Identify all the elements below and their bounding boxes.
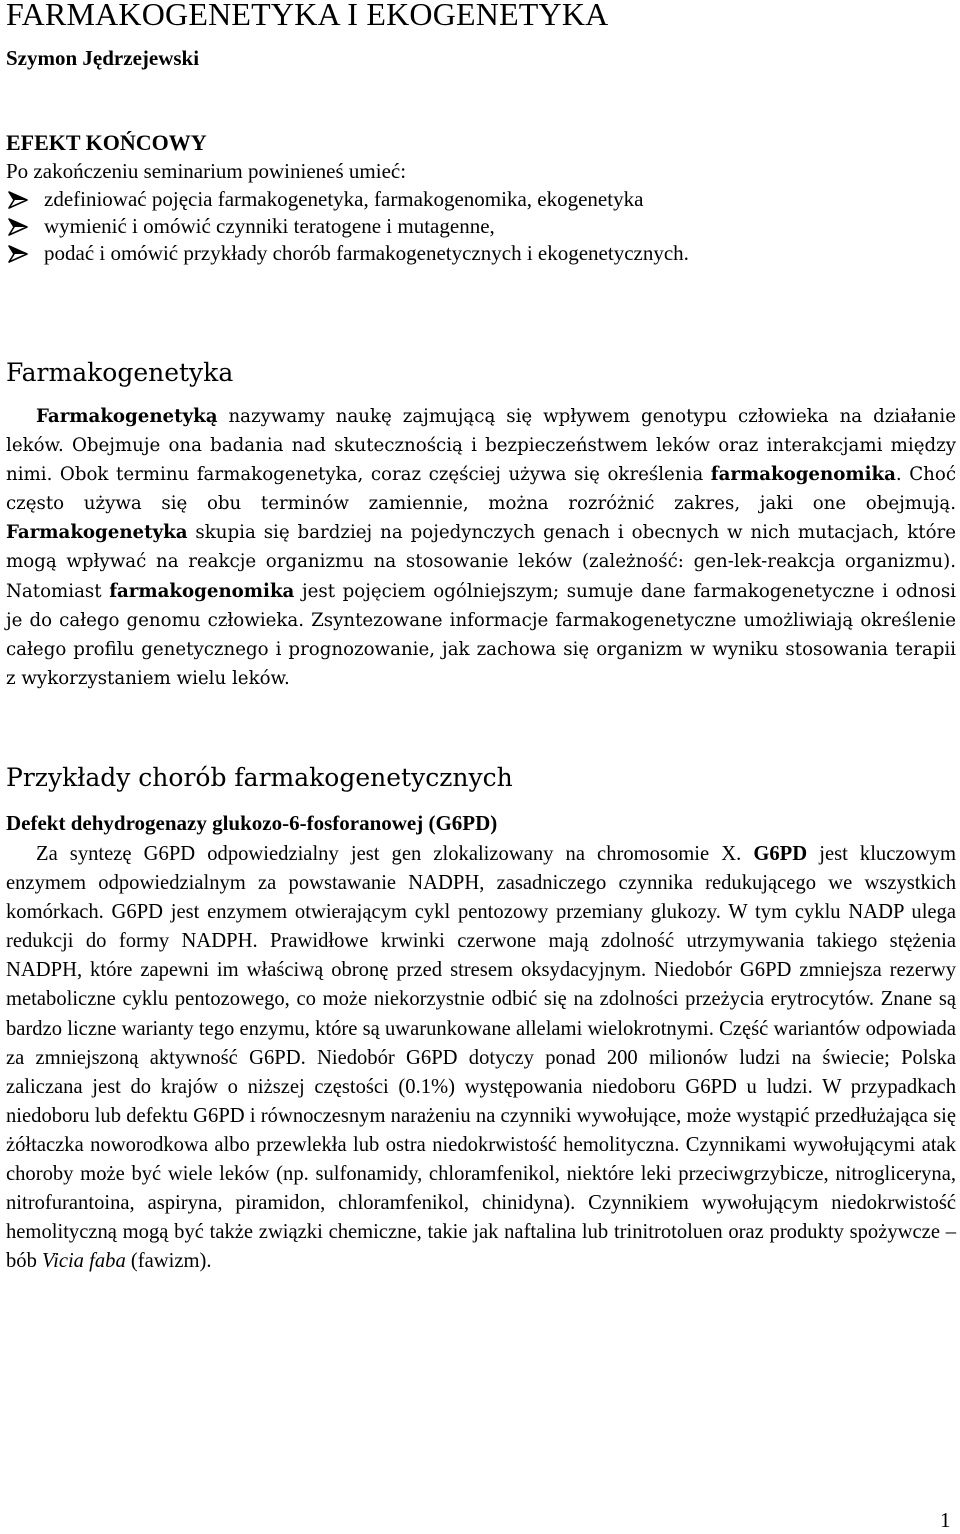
section-heading-examples: Przykłady chorób farmakogenetycznych bbox=[6, 763, 513, 792]
list-item bbox=[8, 186, 689, 213]
term-italic: Vicia faba bbox=[42, 1250, 126, 1273]
outcome-intro: Po zakończeniu seminarium powinieneś umieć: bbox=[6, 159, 407, 183]
page-number: 1 bbox=[940, 1508, 951, 1532]
document-title: FARMAKOGENETYKA I EKOGENETYKA bbox=[6, 0, 609, 32]
list-item bbox=[8, 240, 689, 267]
author-name: Szymon Jędrzejewski bbox=[6, 46, 200, 70]
outcome-text: podać i omówić przykłady chorób farmakogenetycznych i ekogenetycznych. bbox=[44, 241, 689, 265]
term-bold: G6PD bbox=[753, 843, 808, 865]
paragraph-text: jest pojęciem ogólniejszym; sumuje dane farmakogenetyczne i odnosi je do całego genomu człowieka. Zsyntezowane informacje farmakogenetyczne umożliwiają określenie całego profilu genetycznego i prognozowanie, jak zachowa się organizm w wyniku stosowania terapii z wykorzystaniem wielu leków. bbox=[6, 580, 956, 689]
section-paragraph-farmakogenetyka bbox=[6, 402, 956, 693]
term-bold: Farmakogenetyka bbox=[6, 522, 188, 544]
paragraph-text: (fawizm). bbox=[125, 1250, 212, 1273]
term-bold: farmakogenomika bbox=[710, 464, 896, 486]
arrowhead-bullet-icon bbox=[8, 191, 44, 209]
paragraph-text: Za syntezę G6PD odpowiedzialny jest gen zlokalizowany na chromosomie X. bbox=[36, 843, 754, 865]
arrowhead-bullet-icon bbox=[8, 245, 44, 263]
paragraph-text: nazywamy naukę zajmującą się wpływem genotypu człowieka na działanie leków. Obejmuje ona badania nad skutecznością i bezpieczeństwem leków oraz interakcjami między nimi. Obok terminu farmakogenetyka, coraz częściej używa się określenia bbox=[6, 406, 956, 486]
paragraph-text: . Choć często używa się obu terminów zamiennie, można rozróżnić zakres, jaki one obejmują. bbox=[6, 464, 957, 515]
arrowhead-bullet-icon bbox=[8, 218, 44, 236]
list-item bbox=[8, 213, 689, 240]
outcome-list bbox=[8, 186, 689, 267]
outcome-text: zdefiniować pojęcia farmakogenetyka, farmakogenomika, ekogenetyka bbox=[44, 187, 644, 211]
paragraph-text: jest kluczowym enzymem odpowiedzialnym za powstawanie NADPH, zasadniczego czynnika redukującego we wszystkich komórkach. G6PD jest enzymem otwierającym cykl pentozowy przemiany glukozy. W tym cyklu NADP ulega redukcji do formy NADPH. Prawidłowe krwinki czerwone mają zdolność utrzymywania takiego stężenia NADPH, które zapewni im właściwą obronę przed stresem oksydacyjnym. Niedobór G6PD zmniejsza rezerwy metaboliczne cyklu pentozowego, co może niekorzystnie odbić się na zdolności przeżycia erytrocytów. Znane są bardzo liczne warianty tego enzymu, które są uwarunkowane allelami wielokrotnymi. Część wariantów odpowiada za zmniejszoną aktywność G6PD. Niedobór G6PD dotyczy ponad 200 milionów ludzi na świecie; Polska zaliczana jest do krajów o niższej częstości (0.1%) występowania niedoboru G6PD u ludzi. W przypadkach niedoboru lub defektu G6PD i równoczesnym narażeniu na czynniki wywołujące, może wystąpić przedłużająca się żółtaczka noworodkowa albo przewlekła lub ostra niedokrwistość hemolityczna. Czynnikami wywołującymi atak choroby może być wiele leków (np. sulfonamidy, chloramfenikol, niektóre leki przeciwgrzybicze, nitrogliceryna, nitrofurantoina, aspiryna, piramidon, chloramfenikol, chinidyna). Czynnikiem wywołującym niedokrwistość hemolityczną mogą być także związki chemiczne, takie jak naftalina lub trinitrotoluen oraz produkty spożywcze – bób bbox=[6, 843, 956, 1273]
outcome-heading: EFEKT KOŃCOWY bbox=[6, 130, 207, 155]
paragraph-text: skupia się bardziej na pojedynczych genach i obecnych w nich mutacjach, które mogą wpływać na reakcje organizmu na stosowanie leków (zależność: gen-lek-reakcja organizmu). Natomiast bbox=[6, 522, 956, 602]
subsection-heading-g6pd: Defekt dehydrogenazy glukozo-6-fosforanowej (G6PD) bbox=[6, 811, 498, 835]
term-bold: Farmakogenetyką bbox=[36, 406, 218, 427]
section-paragraph-g6pd bbox=[6, 840, 956, 1276]
term-bold: farmakogenomika bbox=[109, 580, 295, 602]
outcome-text: wymienić i omówić czynniki teratogene i mutagenne, bbox=[44, 214, 495, 238]
section-heading-farmakogenetyka: Farmakogenetyka bbox=[6, 358, 234, 387]
